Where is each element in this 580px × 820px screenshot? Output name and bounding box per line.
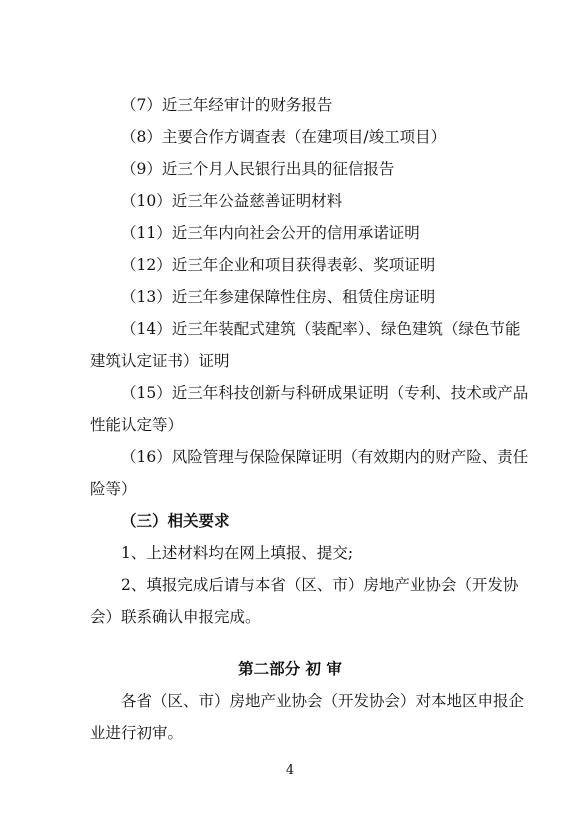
list-item-13: （13）近三年参建保障性住房、租赁住房证明 [121, 288, 436, 306]
section-heading: （三）相关要求 [121, 511, 230, 530]
page-number: 4 [285, 763, 295, 778]
list-item-16-line2: 险等） [90, 480, 137, 498]
list-item-11: （11）近三年内向社会公开的信用承诺证明 [121, 224, 420, 242]
requirement-2-line2: 会）联系确认申报完成。 [90, 608, 261, 626]
part-paragraph-line2: 业进行初审。 [90, 724, 184, 742]
list-item-15-line1: （15）近三年科技创新与科研成果证明（专利、技术或产品 [121, 384, 529, 402]
list-item-7: （7）近三年经审计的财务报告 [121, 96, 333, 114]
part-paragraph-line1: 各省（区、市）房地产业协会（开发协会）对本地区申报企 [121, 692, 525, 710]
list-item-10: （10）近三年公益慈善证明材料 [121, 192, 343, 210]
list-item-14-line1: （14）近三年装配式建筑（装配率）、绿色建筑（绿色节能 [121, 320, 521, 338]
requirement-2-line1: 2、填报完成后请与本省（区、市）房地产业协会（开发协 [121, 576, 519, 594]
list-item-8: （8）主要合作方调查表（在建项目/竣工项目） [121, 128, 447, 146]
list-item-12: （12）近三年企业和项目获得表彰、奖项证明 [121, 256, 436, 274]
list-item-14-line2: 建筑认定证书）证明 [90, 352, 230, 370]
list-item-16-line1: （16）风险管理与保险保障证明（有效期内的财产险、责任 [121, 448, 529, 466]
list-item-9: （9）近三个月人民银行出具的征信报告 [121, 160, 395, 178]
list-item-15-line2: 性能认定等） [90, 416, 184, 434]
requirement-1: 1、上述材料均在网上填报、提交; [121, 544, 354, 562]
part-title: 第二部分 初 审 [238, 659, 342, 678]
